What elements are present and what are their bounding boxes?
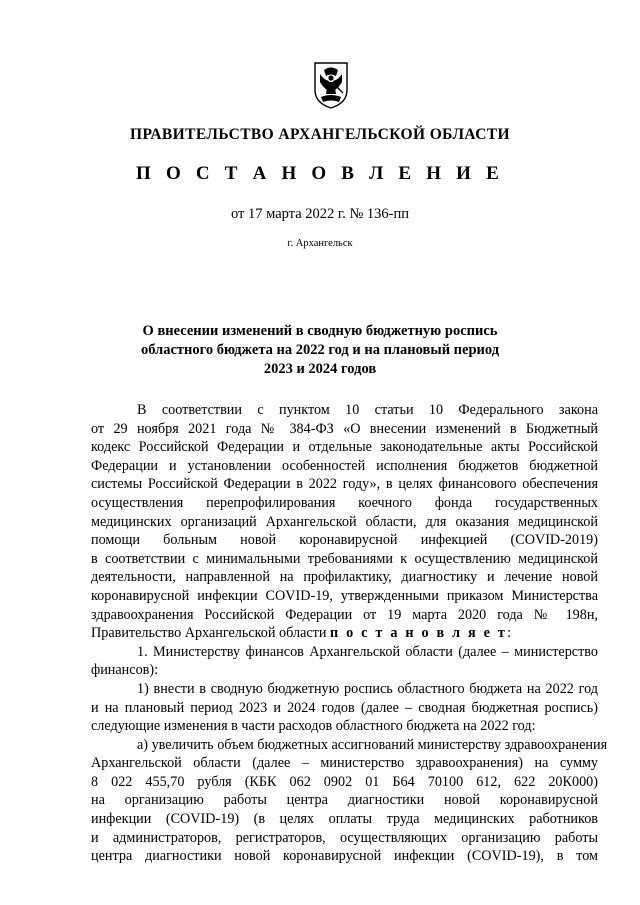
document-type: П О С Т А Н О В Л Е Н И Е	[136, 163, 504, 184]
body-line: В соответствии с пунктом 10 статьи 10 Федерального закона	[137, 402, 598, 418]
body-line: и администраторов, регистраторов, осуществляющих организацию работы	[91, 829, 598, 846]
body-line: центра диагностики новой коронавирусной инфекции (COVID-19), в том	[91, 848, 598, 865]
body-line: системы Российской Федерации в 2022 году», в целях финансового обеспечения	[91, 476, 598, 493]
body-line-resolves: Правительство Архангельской области п о с т а н о в л я е т:	[91, 625, 512, 642]
body-line: осуществления перепрофилирования коечного фонда государственных	[91, 494, 598, 511]
document-title	[110, 322, 530, 379]
body-line: медицинских организаций Архангельской области, для оказания медицинской	[91, 513, 598, 530]
resolves-word: п о с т а н о в л я е т	[330, 625, 508, 642]
body-line: следующие изменения в части расходов областного бюджета на 2022 год:	[91, 718, 536, 735]
body-line: на организацию работы центра диагностики новой коронавирусной	[91, 792, 598, 809]
body-line: 1. Министерству финансов Архангельской области (далее – министерство	[137, 643, 598, 660]
body-line: коронавирусной инфекции COVID-19, утвержденными приказом Министерства	[91, 587, 598, 604]
body-line: и на плановый период 2023 и 2024 годов (далее – сводная бюджетная роспись)	[91, 699, 598, 716]
body-line: кодекс Российской Федерации и отдельные законодательные акты Российской	[91, 439, 598, 456]
body-line: от 29 ноября 2021 года № 384-ФЗ «О внесении изменений в Бюджетный	[91, 420, 598, 437]
body-line: Федерации и установлении особенностей исполнения бюджетов бюджетной	[91, 457, 598, 474]
coat-of-arms-emblem	[312, 60, 350, 110]
document-city: г. Архангельск	[287, 238, 353, 249]
body-line: Архангельской области (далее – министерство здравоохранения) на сумму	[91, 755, 598, 772]
document-date-number: от 17 марта 2022 г. № 136-пп	[230, 206, 410, 222]
document-body	[91, 401, 608, 866]
body-line: 1) внести в сводную бюджетную роспись областного бюджета на 2022 год	[137, 680, 598, 697]
body-line: деятельности, направленной на профилактику, диагностику и лечение новой	[91, 569, 598, 586]
title-line: 2023 и 2024 годов	[263, 361, 377, 377]
body-line-text: Правительство Архангельской области	[91, 625, 327, 642]
body-line: помощи больным новой коронавирусной инфекцией (COVID-2019)	[91, 532, 598, 549]
title-line: О внесении изменений в сводную бюджетную роспись	[142, 323, 498, 339]
body-line: в соответствии с минимальными требованиями к осуществлению медицинской	[91, 550, 598, 567]
body-line: а) увеличить объем бюджетных ассигнований министерству здравоохранения	[137, 736, 608, 753]
organization-name: ПРАВИТЕЛЬСТВО АРХАНГЕЛЬСКОЙ ОБЛАСТИ	[129, 126, 510, 143]
body-line: инфекции (COVID-19) (в целях оплаты труда медицинских работников	[91, 811, 598, 828]
body-line: финансов):	[91, 662, 159, 679]
body-line: здравоохранения Российской Федерации от 19 марта 2020 года № 198н,	[91, 606, 598, 623]
body-line: 8 022 455,70 рубля (КБК 062 0902 01 Б64 70100 612, 622 20К000)	[91, 773, 598, 790]
title-line: областного бюджета на 2022 год и на плановый период	[140, 342, 500, 358]
